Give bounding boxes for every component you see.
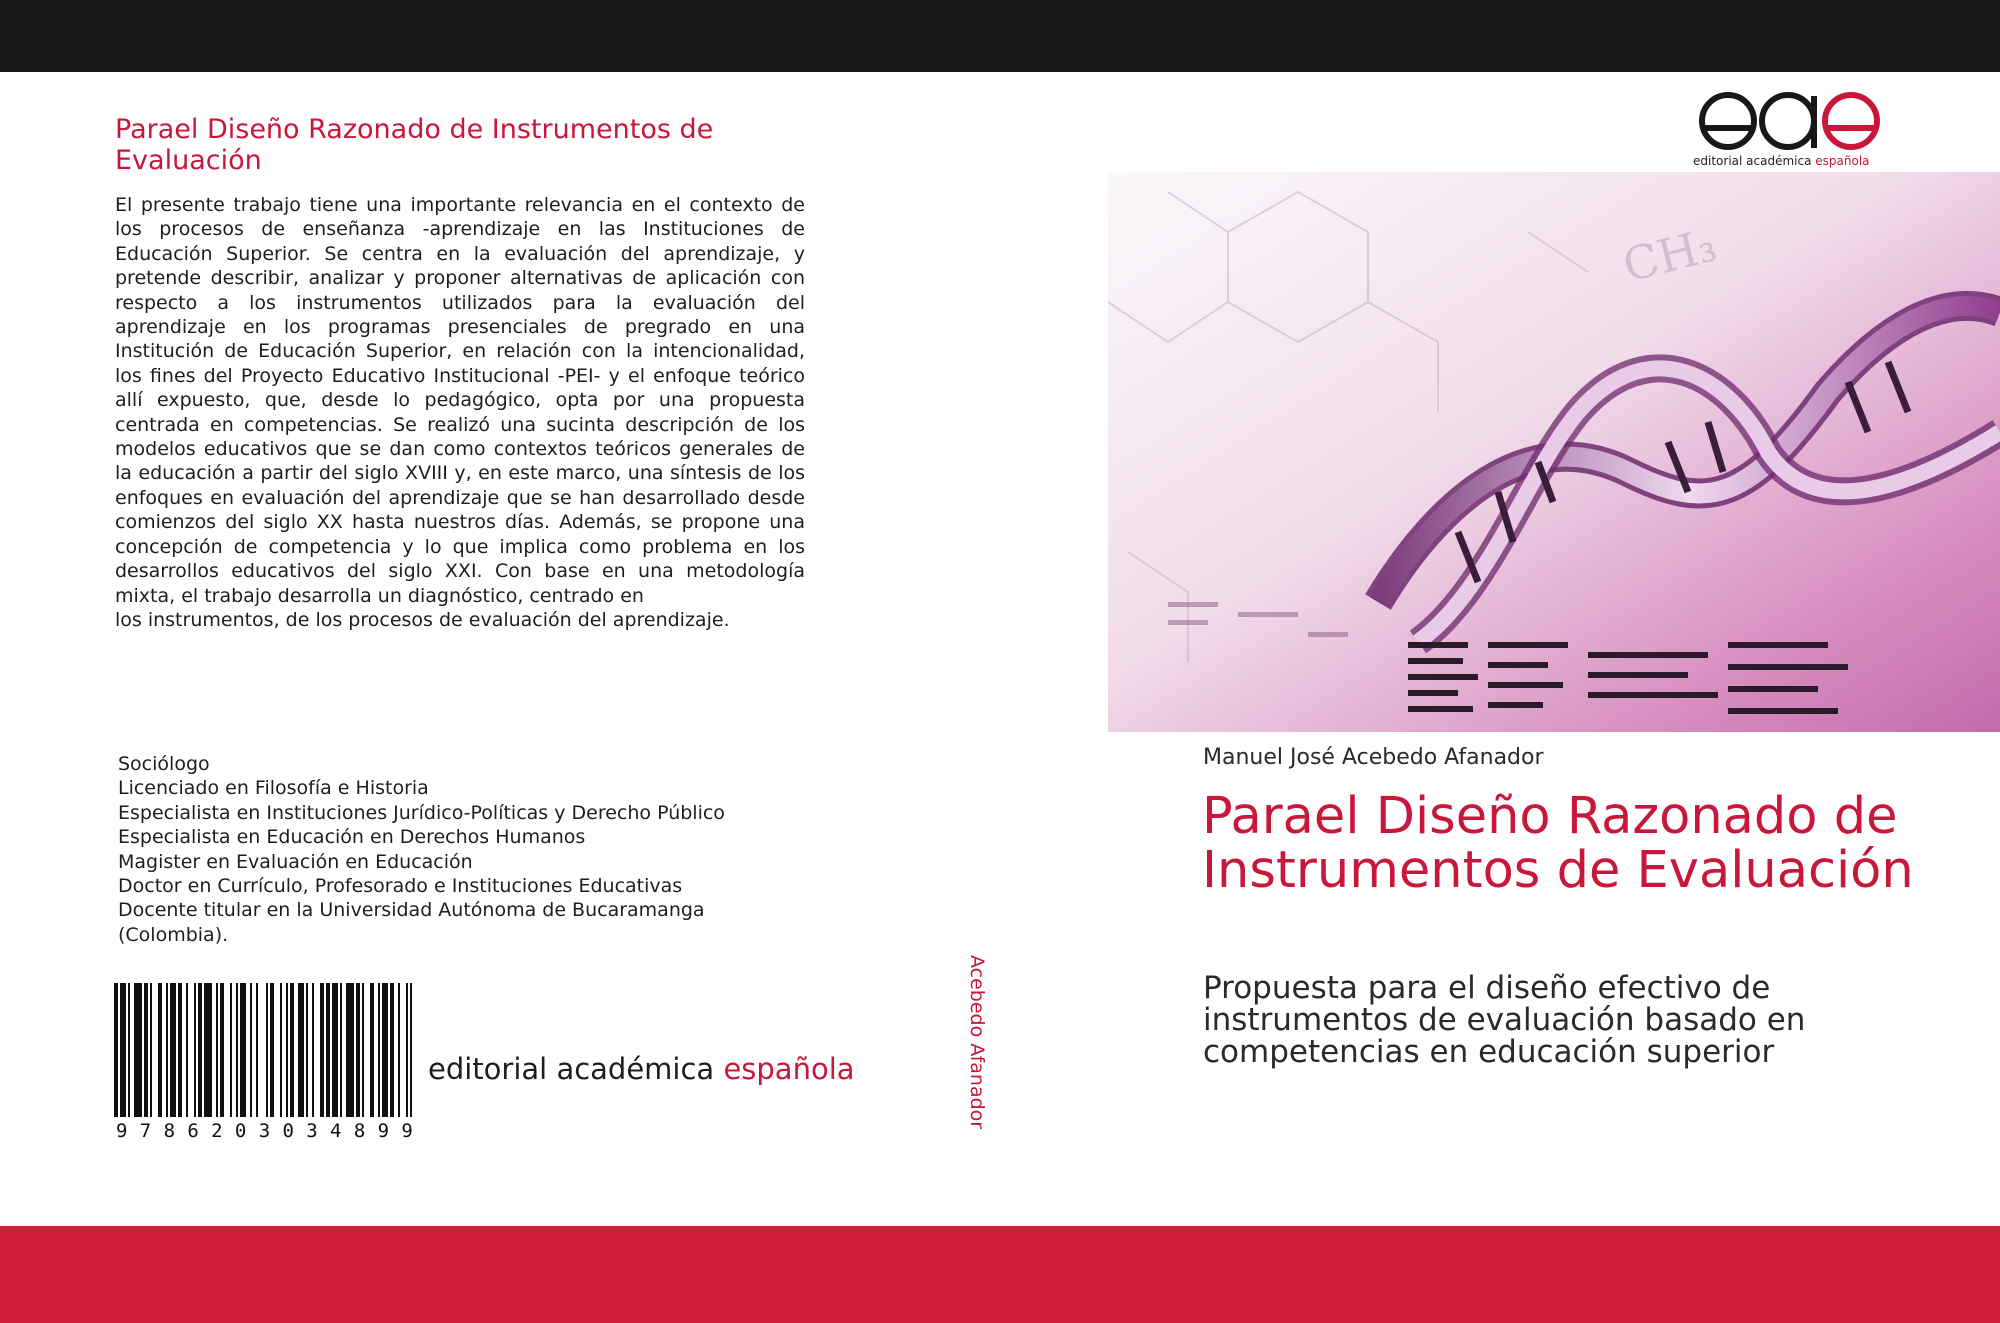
barcode-bar [120,983,126,1117]
barcode-bar [378,983,380,1117]
bio-line: Magister en Evaluación en Educación [118,850,473,873]
barcode-digit: 4 [330,1120,342,1142]
barcode-bar [240,983,246,1117]
barcode-bar [198,983,202,1117]
barcode-digit: 8 [163,1120,176,1142]
barcode-bar [346,983,354,1117]
logo-caption-prefix: editorial académica [1693,154,1812,168]
bio-line: Sociólogo [118,753,210,775]
barcode-bar [312,983,314,1117]
barcode-bar [256,983,258,1117]
bio-line: Especialista en Instituciones Jurídico-Políticas y Derecho Público [118,801,725,824]
publisher-accent: española [723,1052,855,1086]
back-cover-abstract-last-line: los instrumentos, de los procesos de evaluación del aprendizaje. [115,609,730,631]
publisher-prefix: editorial académica [428,1052,715,1086]
barcode-bar [270,983,274,1117]
barcode-bar [250,983,252,1117]
barcode-bar [114,983,118,1117]
barcode-bar [150,983,152,1117]
barcode-bar [340,983,342,1117]
front-cover-subtitle: Propuesta para el diseño efectivo de instrumentos de evaluación basado en competencias en educación superior [1203,970,1806,1070]
barcode-bars [112,983,417,1121]
back-cover-title: Parael Diseño Razonado de Instrumentos de Evaluación [115,114,714,176]
barcode-digit: 7 [139,1120,152,1142]
barcode-digit: 9 [377,1120,390,1142]
front-cover-title: Parael Diseño Razonado de Instrumentos de Evaluación [1202,787,1914,900]
barcode-bar [406,983,408,1117]
publisher-name-back [428,1052,855,1086]
barcode-digits [112,1120,417,1142]
barcode-bar [306,983,308,1117]
barcode-bar [178,983,182,1117]
barcode-digit: 0 [234,1120,247,1142]
author-bio-list [118,752,778,947]
dna-helix-icon [1108,172,2000,732]
barcode-bar [204,983,212,1117]
barcode-bar [398,983,400,1117]
barcode-digit: 8 [353,1120,366,1142]
chemical-label: CH₃ [1617,217,1722,293]
top-dark-band [0,0,2000,72]
bio-line: (Colombia). [118,923,229,946]
barcode-digit: 3 [258,1120,271,1142]
logo-caption [1693,154,1893,168]
barcode-bar [410,983,412,1117]
barcode-digit: 3 [306,1120,318,1142]
barcode-bar [158,983,162,1117]
barcode-bar [320,983,324,1117]
barcode-bar [144,983,148,1117]
bottom-red-band [0,1226,2000,1323]
back-cover-abstract: El presente trabajo tiene una importante relevancia en el contexto de los procesos de enseñanza -aprendizaje en las Instituciones de Educación Superior. Se centra en la evaluación del aprendizaje, y pretende describir, analizar y proponer alternativas de aplicación con respecto a los instrumentos utilizados para la evaluación del aprendizaje en los programas presenciales de pregrado en una Institución de Educación Superior, en relación con la intencionalidad, los fines del Proyecto Educativo Institucional -PEI- y el enfoque teórico allí expuesto, que, desde lo pedagógico, opta por una propuesta centrada en competencias. Se realizó una sucinta descripción de los modelos educativos que se dan como contextos teóricos generales de la educación a partir del siglo XVIII y, en este marco, una síntesis de los enfoques en evaluación del aprendizaje que se han desarrollado desde comienzos del siglo XX hasta nuestros días. Además, se propone una concepción de competencia y lo que implica como problema en los desarrollos educativos del siglo XXI. Con base en una metodología mixta, el trabajo desarrolla un diagnóstico, centrado en [115,194,805,607]
barcode-digit: 9 [116,1120,128,1142]
barcode-bar [362,983,364,1117]
barcode-bar [220,983,224,1117]
barcode-digit: 9 [401,1120,413,1142]
barcode-bar [370,983,374,1117]
barcode-digit: 6 [187,1120,199,1142]
logo-caption-accent: española [1815,154,1870,168]
barcode-bar [230,983,232,1117]
barcode-bar [236,983,238,1117]
barcode-bar [128,983,130,1117]
barcode-bar [266,983,268,1117]
isbn-barcode [112,983,417,1145]
barcode-bar [186,983,188,1117]
bio-line: Especialista en Educación en Derechos Humanos [118,826,586,849]
barcode-bar [332,983,338,1117]
barcode-digit: 2 [211,1120,223,1142]
cover-dna-image [1108,172,2000,732]
barcode-bar [390,983,394,1117]
bio-line: Doctor en Currículo, Profesorado e Instituciones Educativas [118,875,683,898]
barcode-bar [290,983,294,1117]
barcode-bar [382,983,388,1117]
barcode-bar [216,983,218,1117]
barcode-bar [134,983,142,1117]
bio-line: Docente titular en la Universidad Autónoma de Bucaramanga [118,899,705,922]
barcode-bar [298,983,304,1117]
barcode-digit: 0 [282,1120,294,1142]
barcode-bar [166,983,168,1117]
barcode-bar [280,983,282,1117]
barcode-bar [286,983,288,1117]
front-author: Manuel José Acebedo Afanador [1203,745,1544,770]
barcode-bar [356,983,360,1117]
bio-line: Licenciado en Filosofía e Historia [118,777,429,800]
barcode-bar [194,983,196,1117]
barcode-bar [170,983,176,1117]
barcode-bar [326,983,330,1117]
spine-author: Acebedo Afanador [966,955,988,1130]
